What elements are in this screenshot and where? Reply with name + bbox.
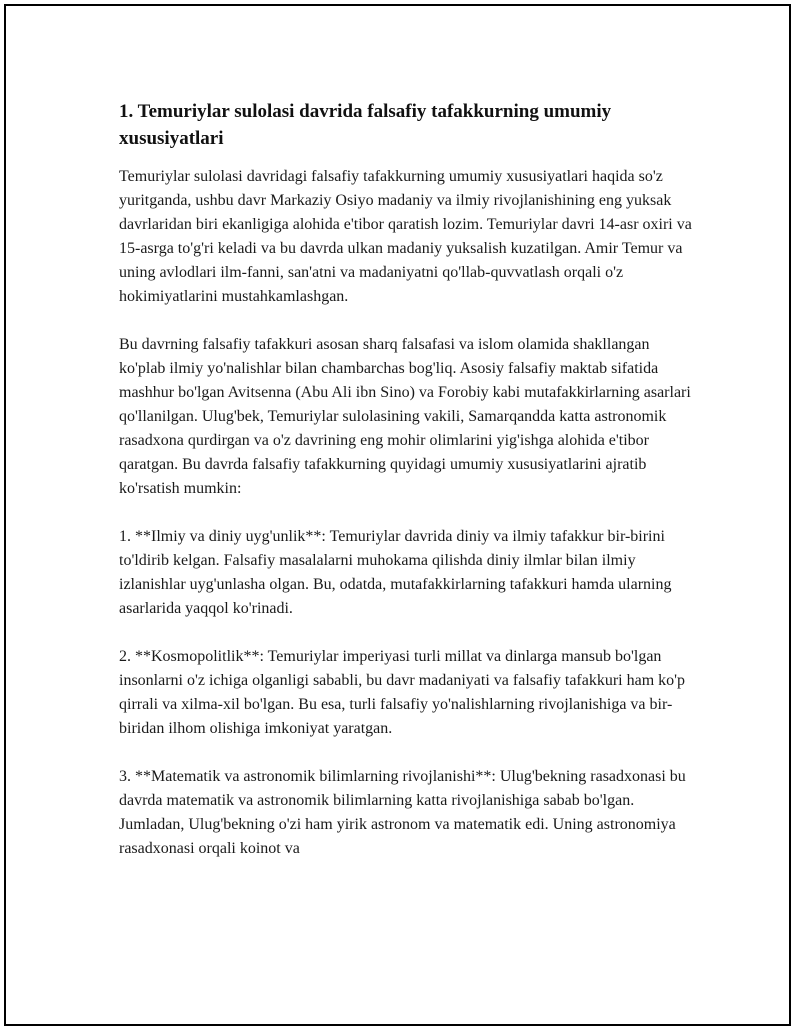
paragraph-item-1: 1. **Ilmiy va diniy uyg'unlik**: Temuriylar davrida diniy va ilmiy tafakkur bir-birini to'ldirib kelgan. Falsafiy masalalarni muhokama qilishda diniy ilmlar bilan ilmiy izlanishlar uyg'unlasha olgan. Bu, odatda, mutafakkirlarning tafakkuri hamda ularning asarlarida yaqqol ko'rinadi. bbox=[119, 528, 672, 617]
paragraph-philosophy: Bu davrning falsafiy tafakkuri asosan sharq falsafasi va islom olamida shakllangan ko'plab ilmiy yo'nalishlar bilan chambarchas bog'liq. Asosiy falsafiy maktab sifatida mashhur bo'lgan Avitsenna (Abu Ali ibn Sino) va Forobiy kabi mutafakkirlarning asarlari qo'llanilgan. Ulug'bek, Temuriylar sulolasining vakili, Samarqandda katta astronomik rasadxona qurdirgan va o'z davrining eng mohir olimlarini yig'ishga alohida e'tibor qaratgan. Bu davrda falsafiy tafakkurning quyidagi umumiy xususiyatlarini ajratib ko'rsatish mumkin: bbox=[119, 336, 691, 497]
document-body bbox=[119, 98, 693, 885]
paragraph-item-3: 3. **Matematik va astronomik bilimlarning rivojlanishi**: Ulug'bekning rasadxonasi bu davrda matematik va astronomik bilimlarning katta rivojlanishiga sabab bo'lgan. Jumladan, Ulug'bekning o'zi ham yirik astronom va matematik edi. Uning astronomiya rasadxonasi orqali koinot va bbox=[119, 768, 686, 857]
section-heading: 1. Temuriylar sulolasi davrida falsafiy tafakkurning umumiy xususiyatlari bbox=[119, 101, 612, 149]
document-page bbox=[4, 4, 791, 1026]
paragraph-intro: Temuriylar sulolasi davridagi falsafiy tafakkurning umumiy xususiyatlari haqida so'z yuritganda, ushbu davr Markaziy Osiyo madaniy va ilmiy rivojlanishining eng yuksak davrlaridan biri ekanligiga alohida e'tibor qaratish lozim. Temuriylar davri 14-asr oxiri va 15-asrga to'g'ri keladi va bu davrda ulkan madaniy yuksalish kuzatilgan. Amir Temur va uning avlodlari ilm-fanni, san'atni va madaniyatni qo'llab-quvvatlash orqali o'z hokimiyatlarini mustahkamlashgan. bbox=[119, 168, 692, 305]
paragraph-item-2: 2. **Kosmopolitlik**: Temuriylar imperiyasi turli millat va dinlarga mansub bo'lgan insonlarni o'z ichiga olganligi sababli, bu davr madaniyati va falsafiy tafakkuri ham ko'p qirrali va xilma-xil bo'lgan. Bu esa, turli falsafiy yo'nalishlarning rivojlanishiga va bir-biridan ilhom olishiga imkoniyat yaratgan. bbox=[119, 648, 686, 737]
